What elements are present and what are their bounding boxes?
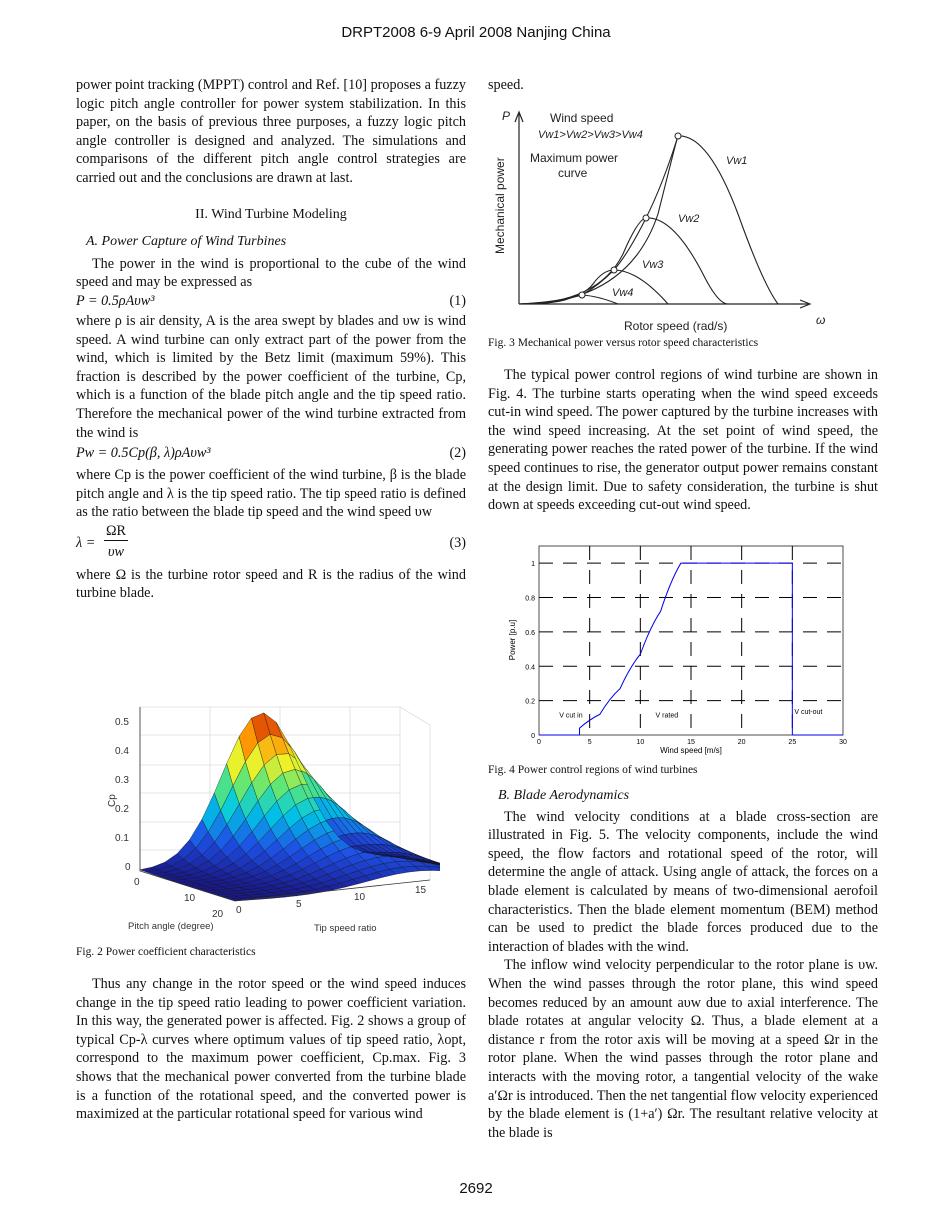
fig4-xtick-label: 20 [737,739,746,746]
fig3-legend-order: Vw1>Vw2>Vw3>Vw4 [538,129,643,141]
fig3-legend-title: Wind speed [550,111,614,125]
fig4-xtick-label: 10 [636,739,645,746]
fig2-surface-plot [100,695,440,943]
page-header: DRPT2008 6-9 April 2008 Nanjing China [341,24,611,41]
section-title: II. Wind Turbine Modeling [195,206,347,222]
paragraph-1: The power in the wind is proportional to the cube of the wind speed and may be expressed as [76,255,466,291]
fig3-power-curves [488,104,838,336]
fig3-vw1-label: Vw1 [726,155,748,167]
fig4-chart [505,540,855,760]
equation-3-lhs: λ = [76,534,96,551]
page-number: 2692 [459,1180,493,1197]
fig3-caption: Fig. 3 Mechanical power versus rotor speed characteristics [488,337,759,349]
fig2-ytick: 0 [125,862,131,873]
paragraph-4: where Ω is the turbine rotor speed and R is the radius of the wind turbine blade. [76,566,466,602]
equation-2 [76,444,466,466]
fig4-ylabel: Power [p.u] [508,619,517,661]
paragraph-7: The wind velocity conditions at a blade cross-section are illustrated in Fig. 5. The velocity components, include the wind speed, the flow factors and rotational speed of the rotor, will determine the angle of attack. Using angle of attack, the forces on a blade element is calculated by means of two-dimensional aerofoil characteristics. Then the blade element momentum (BEM) method can be used to predict the blade forces produced due to the interaction of blades with the wind. [488,808,878,955]
fig3-max-curve-label: Maximum power [530,151,619,165]
fig2-ytick: 0.1 [115,833,129,844]
fig2-depth-tick: 20 [212,909,224,920]
fig3-p-label: P [502,109,511,123]
equation-1 [76,292,466,312]
paragraph-3: where Cp is the power coefficient of the wind turbine, β is the blade pitch angle and λ is the tip speed ratio. The tip speed ratio is defined as the ratio between the blade tip speed and the wind speed υw [76,467,466,521]
fig4-xtick-label: 30 [839,739,847,746]
fig4-annotation: V rated [655,712,679,720]
fig2-depth-tick: 10 [184,893,196,904]
fig3-omega-label: ω [816,313,826,327]
fig2-depth-tick: 0 [134,877,140,888]
intro-paragraph: power point tracking (MPPT) control and Ref. [10] proposes a fuzzy logic pitch angle controller for power system stabilization. In this paper, on the basis of previous three purposes, a fuzzy logic pitch angle controller is designed and analyzed. The simulations and comparisons of the different pitch angle control strategies are carried out and the conclusions are drawn at last. [76,77,466,186]
equation-1-number: (1) [449,292,466,309]
fig4-xtick-label: 5 [587,739,592,746]
fig4-annotation: V cut-out [794,708,823,716]
paragraph-speed: speed. [488,77,524,93]
fig3-max-point [611,267,617,273]
fig2-xtick: 5 [296,899,302,910]
fig4-xtick-label: 25 [788,739,797,746]
fig2-ylabel: Cp [107,794,118,807]
equation-3-denominator: υw [108,543,124,560]
equation-2-body: Pw = 0.5Cp(β, λ)ρAυw³ [76,445,211,462]
fig3-max-curve-label-2: curve [558,166,588,180]
fig3-max-point [579,292,585,298]
fig4-xtick-label: 15 [687,739,695,746]
fig4-ytick-label: 0.4 [525,664,535,672]
fig2-caption: Fig. 2 Power coefficient characteristics [76,946,256,958]
fig2-xlabel: Tip speed ratio [314,923,377,934]
fig3-xlabel: Rotor speed (rad/s) [624,319,728,333]
speed-fragment [488,76,878,95]
fig3-vw3-label: Vw3 [642,259,664,271]
fig3-max-point [643,215,649,221]
subsection-b-title: B. Blade Aerodynamics [498,788,630,803]
left-column-bottom [76,975,466,1124]
fig2-ytick: 0.3 [115,775,129,786]
fig3-vw2-label: Vw2 [678,213,700,225]
fig4-xtick-label: 0 [537,739,541,746]
fig2-xtick: 15 [415,885,427,896]
paragraph-5: Thus any change in the rotor speed or the wind speed induces change in the tip speed ratio leading to power coefficient variation. In this way, the generated power is affected. Fig. 2 shows a group of typical Cp-λ curves where optimum values of tip speed ratio, λopt, correspond to the maximum power coefficient, Cp.max. Fig. 3 shows that the mechanical power converted from the turbine blade is a function of the rotational speed, and the converted power is maximized at the particular rotational speed for various wind [76,976,466,1123]
fig3-max-point [675,133,681,139]
equation-3 [76,522,466,564]
fig2-xtick: 10 [354,892,366,903]
right-column-mid [488,366,878,515]
fig2-xtick: 0 [236,905,242,916]
fig4-annotation: V cut in [559,712,583,720]
fig2-ytick: 0.2 [115,804,129,815]
right-column-bottom [488,787,878,1142]
equation-2-number: (2) [449,445,466,462]
paragraph-6: The typical power control regions of wind turbine are shown in Fig. 4. The turbine starts operating when the wind speed exceeds cut-in wind speed. The power captured by the turbine increases with the wind speed increasing. At the set point of wind speed, the generating power reaches the rated power of the turbine. If the wind speed continues to rise, the generator output power remains constant at the design limit. Due to safety consideration, the turbine is shut down at speeds exceeding cut-out wind speed. [488,367,878,514]
paragraph-2: where ρ is air density, A is the area swept by blades and υw is wind speed. A wind turbine can only extract part of the power from the wind, which is limited by the Betz limit (maximum 59%). This fraction is described by the power coefficient of the turbine, Cp, which is a function of the blade pitch angle and the tip speed ratio. Therefore the mechanical power of the wind turbine extracted from the wind is [76,312,466,441]
fig4-ytick-label: 0 [531,733,535,740]
fig3-vw4-label: Vw4 [612,287,634,299]
fig2-surface [140,713,440,901]
fig4-ytick-label: 1 [531,561,535,569]
fig2-ytick: 0.5 [115,717,129,728]
paragraph-8: The inflow wind velocity perpendicular to the rotor plane is υw. When the wind passes through the rotor plane, this wind speed becomes reduced by an amount aυw due to axial interference. The blade rotates at angular velocity Ω. Thus, a blade element at a distance r from the rotor axis will be moving at a speed Ωr in the rotor plane. When the wind passes through the rotor plane and interacts with the moving rotor, a tangential velocity of the wake a′Ωr is introduced. Then the net tangential flow velocity experienced by the blade element is (1+a′) Ωr. The resultant relative velocity at the blade is [488,957,879,1141]
fig2-ytick: 0.4 [115,746,129,757]
fig4-ytick-label: 0.6 [525,629,535,637]
fig4-xlabel: Wind speed [m/s] [660,746,722,755]
equation-3-numerator: ΩR [104,522,128,542]
fig4-ytick-label: 0.8 [525,595,535,603]
equation-3-number: (3) [449,534,466,551]
fig2-depth-label: Pitch angle (degree) [128,921,214,932]
fig3-ylabel: Mechanical power [493,157,507,254]
left-column [76,76,466,603]
fig4-ytick-label: 0.2 [525,698,535,706]
equation-1-body: P = 0.5ρAυw³ [76,292,155,309]
fig4-caption: Fig. 4 Power control regions of wind turbines [488,764,698,776]
subsection-a-title: A. Power Capture of Wind Turbines [86,234,287,250]
